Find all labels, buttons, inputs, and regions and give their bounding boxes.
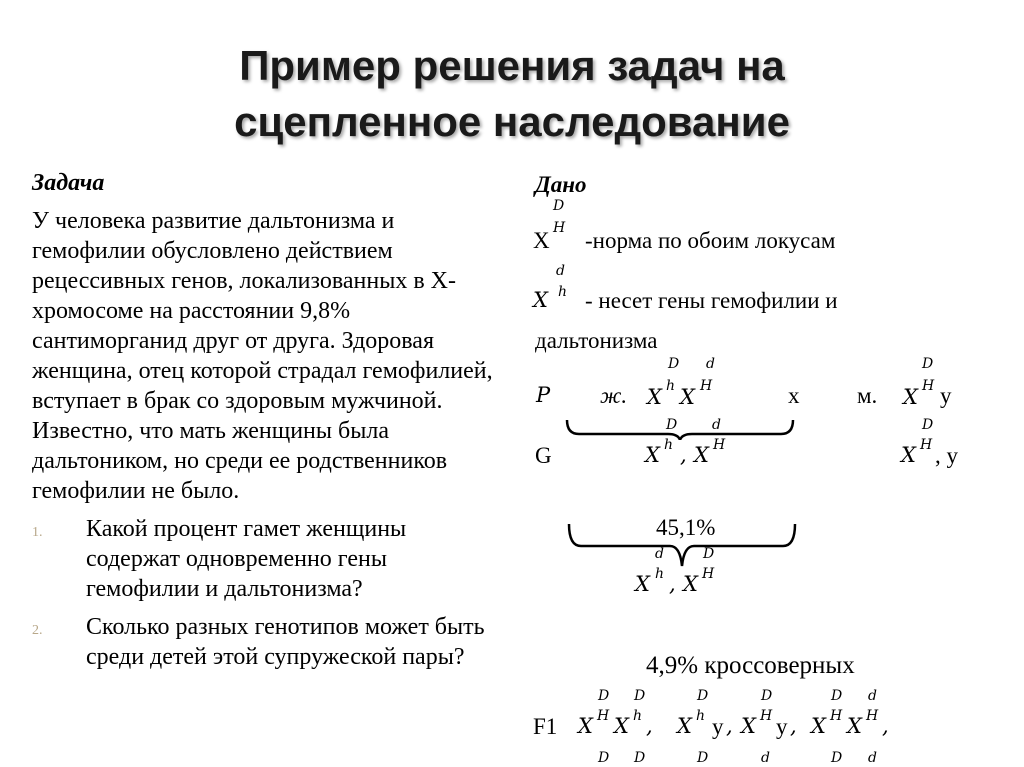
allele-sup: d (761, 750, 770, 766)
f1-comma: , (726, 714, 733, 738)
f1-label: F1 (533, 714, 558, 739)
allele-sup: h (696, 708, 706, 724)
allele-sup: D (697, 688, 709, 704)
allele-sup: H (922, 378, 935, 394)
question-text: Какой процент гамет женщины содержат одновременно гены гемофилии и дальтонизма? (86, 516, 407, 602)
allele-sup: D (598, 688, 610, 704)
allele-sup: h (558, 284, 568, 300)
allele-sup: D (634, 750, 646, 766)
task-heading: Задача (32, 170, 105, 196)
male-gamete-x: X (901, 443, 916, 467)
given-symbol-1: X (533, 228, 550, 253)
allele-sup: H (702, 566, 715, 582)
allele-sup: H (760, 708, 773, 724)
f1-comma: , (646, 714, 653, 738)
female-genotype-x1: X (647, 385, 662, 409)
allele-sup: h (664, 437, 674, 453)
allele-sup: D (598, 750, 610, 766)
given-symbol-2: X (533, 288, 548, 312)
allele-sup: h (666, 378, 676, 394)
gamete-comma: , (669, 572, 676, 596)
allele-sup: d (706, 356, 715, 372)
allele-sup: D (831, 750, 843, 766)
percent-cross (646, 652, 855, 680)
allele-sup: D (922, 356, 934, 372)
f1-y: у (776, 714, 788, 739)
percent-noncross: 45,1% (656, 515, 716, 540)
gamete-comma: , (680, 443, 687, 467)
male-genotype-x: X (903, 385, 918, 409)
allele-sup: D (703, 546, 715, 562)
f1-x: X (578, 714, 593, 738)
question-number: 1. (32, 525, 43, 540)
f1-comma: , (790, 714, 797, 738)
given-heading: Дано (535, 172, 587, 197)
f1-y: у (712, 714, 724, 739)
allele-sup: H (700, 378, 713, 394)
allele-sup: H (597, 708, 610, 724)
allele-sup: D (761, 688, 773, 704)
allele-sup: h (655, 566, 665, 582)
allele-sup: d (868, 750, 877, 766)
allele-sup: D (634, 688, 646, 704)
allele-sup: D (666, 417, 678, 433)
question-number: 2. (32, 623, 43, 638)
male-gamete-y: , у (935, 443, 958, 468)
allele-sup: H (830, 708, 843, 724)
crossover-gamete-x1: X (635, 572, 650, 596)
allele-sup: d (556, 263, 565, 279)
allele-sup: d (868, 688, 877, 704)
allele-sup: H (920, 437, 933, 453)
allele-sup: D (553, 198, 565, 214)
female-genotype-x2: X (680, 385, 695, 409)
allele-sup: H (713, 437, 726, 453)
male-y: у (940, 383, 952, 408)
question-text: Сколько разных генотипов может быть среди детей этой супружеской пары? (86, 614, 485, 670)
allele-sup: D (668, 356, 680, 372)
given-text-1: -норма по обоим локусам (585, 228, 836, 253)
female-label: ж. (600, 383, 628, 408)
f1-comma: , (882, 714, 889, 738)
female-gamete-x1: X (645, 443, 660, 467)
percent-cross-value: 4,9% (646, 652, 699, 679)
allele-sup: d (655, 546, 664, 562)
percent-cross-label: кроссоверных (704, 652, 855, 679)
f1-x: X (614, 714, 629, 738)
title-line-2: сцепленное наследование (234, 98, 790, 145)
allele-sup: D (922, 417, 934, 433)
allele-sup: H (553, 220, 566, 236)
task-text: У человека развитие дальтонизма и гемофилии обусловлено действием рецессивных генов, локализованных в Х-хромосоме на расстоянии 9,8% сантиморганид друг от друга. Здоровая женщина, отец которой страдал гемофилией, вступает в брак со здоровым мужчиной. Известно, что мать женщины была дальтоником, но среди ее родственников гемофилии не было. (32, 208, 493, 504)
gamete-brace (565, 418, 795, 440)
male-label: м. (857, 383, 878, 408)
given-text-2: - несет гены гемофилии и (585, 288, 838, 313)
allele-sup: D (697, 750, 709, 766)
f1-x: X (677, 714, 692, 738)
cross-sign: х (788, 383, 800, 408)
crossover-gamete-x2: X (683, 572, 698, 596)
f1-x: X (847, 714, 862, 738)
allele-sup: d (712, 417, 721, 433)
given-text-3: дальтонизма (535, 328, 658, 353)
allele-sup: h (633, 708, 643, 724)
f1-x: X (741, 714, 756, 738)
g-label: G (535, 443, 552, 468)
p-label: P (536, 383, 551, 407)
allele-sup: H (866, 708, 879, 724)
allele-sup: D (831, 688, 843, 704)
title-line-1: Пример решения задач на (239, 42, 785, 89)
female-gamete-x2: X (694, 443, 709, 467)
crossover-brace (567, 522, 797, 568)
f1-x: X (811, 714, 826, 738)
